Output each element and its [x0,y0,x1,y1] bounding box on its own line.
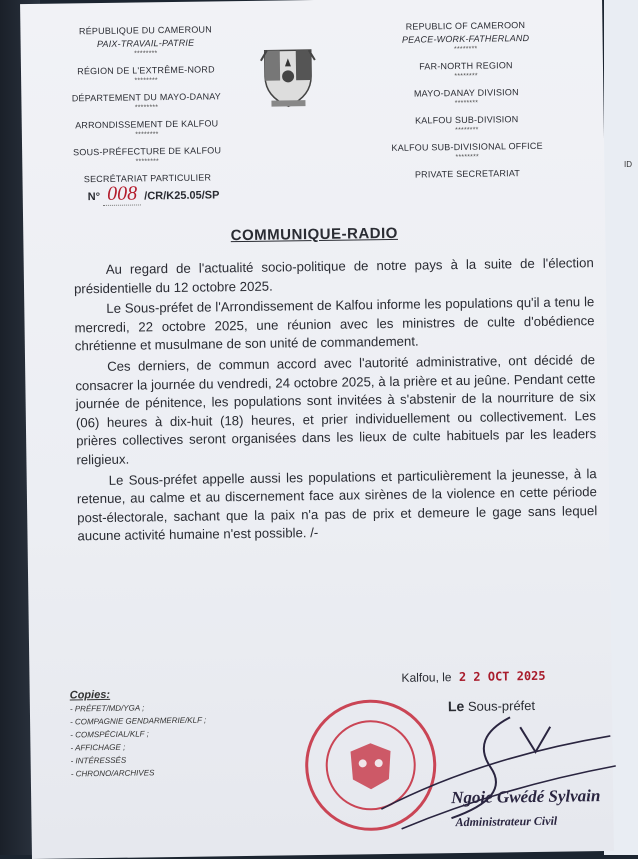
reference-handwritten-number: 008 [103,182,141,206]
stars-separator: ******** [455,153,479,162]
stars-separator: ******** [135,158,160,166]
copies-item: - PRÉFET/MD/YGA ; [69,703,145,714]
office-en: KALFOU SUB-DIVISIONAL OFFICE [391,140,543,153]
country-fr: RÉPUBLIQUE DU CAMEROUN [78,24,212,37]
stars-separator: ******** [453,45,478,54]
signatory-role: Sous-préfet [467,697,536,714]
stars-separator: ******** [134,50,158,58]
division-en: MAYO-DANAY DIVISION [413,87,519,99]
reference-prefix: N° [87,191,101,204]
signatory-le: Le [447,697,465,715]
stars-separator: ******** [455,126,479,135]
reference-number [88,181,220,206]
copies-heading: Copies: [69,688,111,702]
date-stamp: 2 2 OCT 2025 [458,668,546,685]
stars-separator: ******** [454,99,479,108]
header-right [375,19,557,182]
copies-item: - CHRONO/ARCHIVES [70,768,155,779]
document-page [20,0,614,859]
copies-item: - COMSPÉCIAL/KLF ; [70,729,149,740]
header-left [60,23,232,186]
paragraph: Ces derniers, de commun accord avec l'autorité administrative, ont décidé de consacrer la journée du vendredi, 24 octobre 2025, à la prière et au jeûne. Pendant cette journée de pénitence, les populations sont invitées à s'abstenir de la nourriture de six (06) heures à dix-huit (18) heures, et prier individuellement ou collectivement. Les prières collectives seront organisées dans les lieux de culte habituels par les leaders religieux. [75,352,597,468]
secretariat-fr: SECRÉTARIAT PARTICULIER [83,172,212,185]
country-en: REPUBLIC OF CAMEROON [405,20,526,32]
document-title-wrap [23,222,605,247]
coat-of-arms-icon [257,40,320,111]
side-edge-text: ID [624,160,632,169]
signature-name: Ngoie Gwédé Sylvain [451,786,601,808]
document-body [74,254,598,548]
stars-separator: ******** [134,77,158,85]
reference-suffix: /CR/K25.05/SP [144,189,220,203]
region-en: FAR-NORTH REGION [419,60,513,72]
date-place: Kalfou, le [401,670,452,685]
department-fr: DÉPARTEMENT DU MAYO-DANAY [71,91,222,104]
motto-en: PEACE-WORK-FATHERLAND [401,32,530,45]
copies-item: - COMPAGNIE GENDARMERIE/KLF ; [70,715,207,727]
secretariat-en: PRIVATE SECRETARIAT [414,168,521,180]
paragraph: Le Sous-préfet appelle aussi les populations et particulièrement la jeunesse, à la retenue, au calme et au discernement face aux sirènes de la violence en cette période post-électorale, sachant que la paix n'a pas de prix et demeure le gage sans lequel aucune activité humaine n'est possible. /- [76,465,598,544]
date-line [401,669,545,685]
copies-list [70,688,207,781]
copies-item: - AFFICHAGE ; [70,742,126,753]
stars-separator: ******** [454,72,478,81]
stars-separator: ******** [135,131,159,139]
document-title: COMMUNIQUE-RADIO [230,224,398,245]
paragraph: Au regard de l'actualité socio-politique de notre pays à la suite de l'élection présidentielle du 12 octobre 2025. [73,255,594,296]
signature-role: Administrateur Civil [455,813,558,830]
subprefecture-fr: SOUS-PRÉFECTURE DE KALFOU [73,145,222,158]
district-fr: ARRONDISSEMENT DE KALFOU [75,118,219,131]
paragraph: Le Sous-préfet de l'Arrondissement de Kalfou informe les populations qu'il a tenu le mercredi, 22 octobre 2025, une réunion avec les ministres de culte d'obédience chrétienne et musulmane de son unité de commandement. [74,294,595,354]
region-fr: RÉGION DE L'EXTRÊME-NORD [77,64,215,77]
subdivision-en: KALFOU SUB-DIVISION [414,114,519,126]
copies-item: - INTÉRESSÉS [70,755,127,766]
stars-separator: ******** [134,104,159,112]
motto-fr: PAIX-TRAVAIL-PATRIE [96,37,195,50]
